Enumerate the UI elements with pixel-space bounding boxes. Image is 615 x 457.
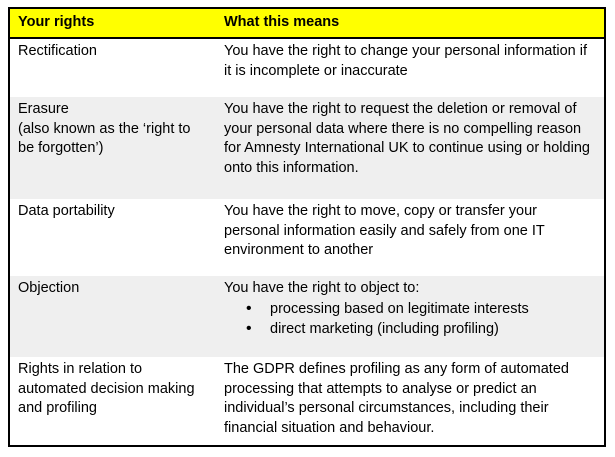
right-name: Rights in relation to automated decision making and profiling <box>18 361 195 416</box>
rights-table <box>10 9 604 443</box>
right-meaning: You have the right to object to: <box>224 280 420 296</box>
right-meaning: You have the right to move, copy or transfer your personal information easily and safely from one IT environment to another <box>224 203 545 258</box>
list-item: • processing based on legitimate interests <box>246 299 596 319</box>
right-meaning: You have the right to change your personal information if it is incomplete or inaccurate <box>224 43 588 79</box>
right-name: Data portability <box>18 203 115 219</box>
table-row <box>10 357 604 443</box>
header-what-this-means: What this means <box>216 9 604 38</box>
list-item: • direct marketing (including profiling) <box>246 319 596 339</box>
table-header <box>10 9 604 38</box>
header-your-rights: Your rights <box>10 9 216 38</box>
objection-bullet-list <box>224 299 596 339</box>
right-meaning: The GDPR defines profiling as any form of automated processing that attempts to analyse or predict an individual’s personal circumstances, including their financial situation and behaviour. <box>224 361 569 436</box>
table-row <box>10 38 604 97</box>
right-name: Rectification <box>18 43 97 59</box>
table-row <box>10 199 604 276</box>
table-row <box>10 276 604 357</box>
header-row <box>10 9 604 38</box>
right-meaning-cell <box>216 276 604 357</box>
right-meaning: You have the right to request the deletion or removal of your personal data where there is no compelling reason for Amnesty International UK to continue using or holding onto this information. <box>216 97 604 199</box>
right-name: Objection <box>10 276 216 357</box>
rights-table-frame <box>8 7 606 447</box>
right-name: Erasure (also known as the ‘right to be forgotten’) <box>10 97 216 199</box>
table-row <box>10 97 604 199</box>
